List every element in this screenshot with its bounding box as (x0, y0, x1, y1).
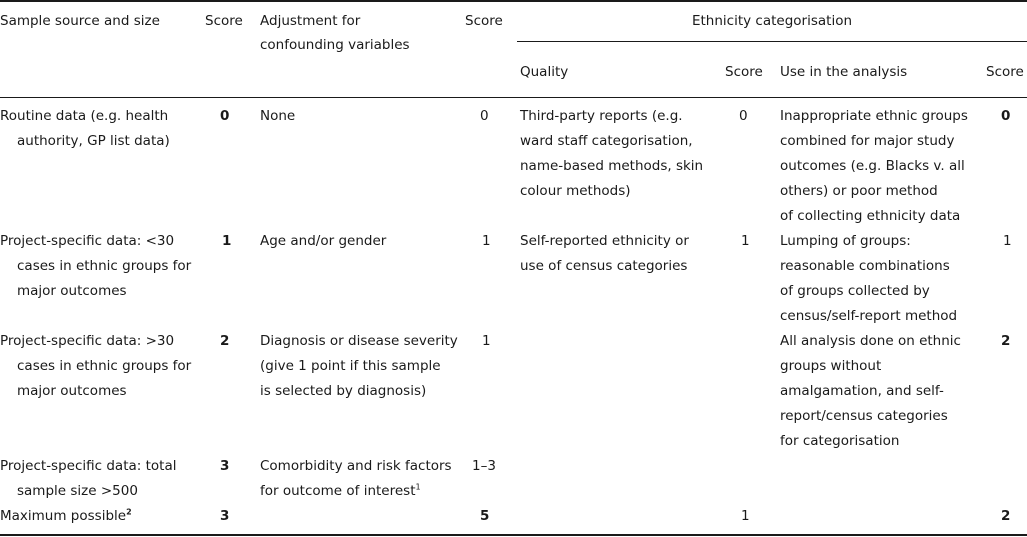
row1-sample-score: 0 (220, 108, 230, 124)
header-quality: Quality (520, 64, 569, 80)
header-adjustment-line1: Adjustment for (260, 13, 361, 29)
row2-sample-line3: major outcomes (17, 283, 127, 299)
header-adjustment-line2: confounding variables (260, 37, 410, 53)
row3-adjustment-line3: is selected by diagnosis) (260, 383, 427, 399)
row2-adjustment: Age and/or gender (260, 233, 387, 249)
row4-sample-score: 3 (220, 458, 230, 474)
row1-use-score: 0 (1001, 108, 1011, 124)
row3-use-line4: report/census categories (780, 408, 948, 424)
row1-quality-line2: ward staff categorisation, (520, 133, 693, 149)
row3-sample-line2: cases in ethnic groups for (17, 358, 192, 374)
header-bottom-rule (0, 97, 1027, 98)
ethnicity-subheader-rule (517, 41, 1027, 42)
top-rule (0, 0, 1027, 2)
row3-adjustment-score: 1 (482, 333, 491, 349)
row3-adjustment-line1: Diagnosis or disease severity (260, 333, 458, 349)
header-score-quality: Score (725, 64, 763, 80)
row4-sample-line1: Project-specific data: total (0, 458, 177, 474)
max-row-use-score: 2 (1001, 508, 1011, 524)
max-row-sample-score: 3 (220, 508, 230, 524)
row2-sample-score: 1 (222, 233, 232, 249)
row4-sample-line2: sample size >500 (17, 483, 138, 499)
row3-use-line1: All analysis done on ethnic (780, 333, 961, 349)
header-ethnicity-categorisation: Ethnicity categorisation (691, 13, 853, 29)
row2-adjustment-score: 1 (482, 233, 491, 249)
header-score-use: Score (986, 64, 1024, 80)
row1-adjustment: None (260, 108, 296, 124)
row3-use-line3: amalgamation, and self- (780, 383, 944, 399)
header-sample-source: Sample source and size (0, 13, 160, 29)
row4-adjustment-line2-text: for outcome of interest (260, 483, 416, 499)
row2-quality-line2: use of census categories (520, 258, 688, 274)
max-row-label-text: Maximum possible (0, 508, 127, 524)
row1-use-line4: others) or poor method (780, 183, 938, 199)
row2-sample-line1: Project-specific data: <30 (0, 233, 175, 249)
max-row-adjustment-score: 5 (480, 508, 490, 524)
row3-sample-line3: major outcomes (17, 383, 127, 399)
row3-sample-line1: Project-specific data: >30 (0, 333, 175, 349)
row1-sample-line2: authority, GP list data) (17, 133, 170, 149)
row3-use-line5: for categorisation (780, 433, 900, 449)
row1-sample-line1: Routine data (e.g. health (0, 108, 169, 124)
row2-use-line1: Lumping of groups: (780, 233, 911, 249)
row4-adjustment-line1: Comorbidity and risk factors (260, 458, 452, 474)
row1-use-line1: Inappropriate ethnic groups (780, 108, 968, 124)
row1-quality-line4: colour methods) (520, 183, 631, 199)
row3-use-line2: groups without (780, 358, 882, 374)
header-score-sample: Score (205, 13, 243, 29)
row2-use-score: 1 (1003, 233, 1012, 249)
row1-quality-score: 0 (739, 108, 748, 124)
row1-use-line2: combined for major study (780, 133, 955, 149)
row3-sample-score: 2 (220, 333, 230, 349)
row2-quality-line1: Self-reported ethnicity or (520, 233, 689, 249)
row2-use-line4: census/self-report method (780, 308, 958, 324)
row4-adjustment-line2 (260, 479, 421, 504)
row2-sample-line2: cases in ethnic groups for (17, 258, 192, 274)
row1-use-line3: outcomes (e.g. Blacks v. all (780, 158, 965, 174)
row1-use-line5: of collecting ethnicity data (780, 208, 961, 224)
bottom-rule (0, 534, 1027, 536)
max-row-quality-score: 1 (741, 508, 750, 524)
footnote-marker-1: 1 (415, 482, 421, 492)
row1-quality-line1: Third-party reports (e.g. (520, 108, 683, 124)
header-use-in-analysis: Use in the analysis (780, 64, 908, 80)
row1-quality-line3: name-based methods, skin (520, 158, 704, 174)
header-score-adjustment: Score (465, 13, 503, 29)
row3-use-score: 2 (1001, 333, 1011, 349)
footnote-marker-2: 2 (126, 507, 132, 517)
row2-use-line2: reasonable combinations (780, 258, 950, 274)
row2-quality-score: 1 (741, 233, 750, 249)
row3-adjustment-line2: (give 1 point if this sample (260, 358, 441, 374)
row1-adjustment-score: 0 (480, 108, 489, 124)
row4-adjustment-score: 1–3 (472, 458, 496, 474)
max-row-label (0, 504, 132, 529)
row2-use-line3: of groups collected by (780, 283, 930, 299)
